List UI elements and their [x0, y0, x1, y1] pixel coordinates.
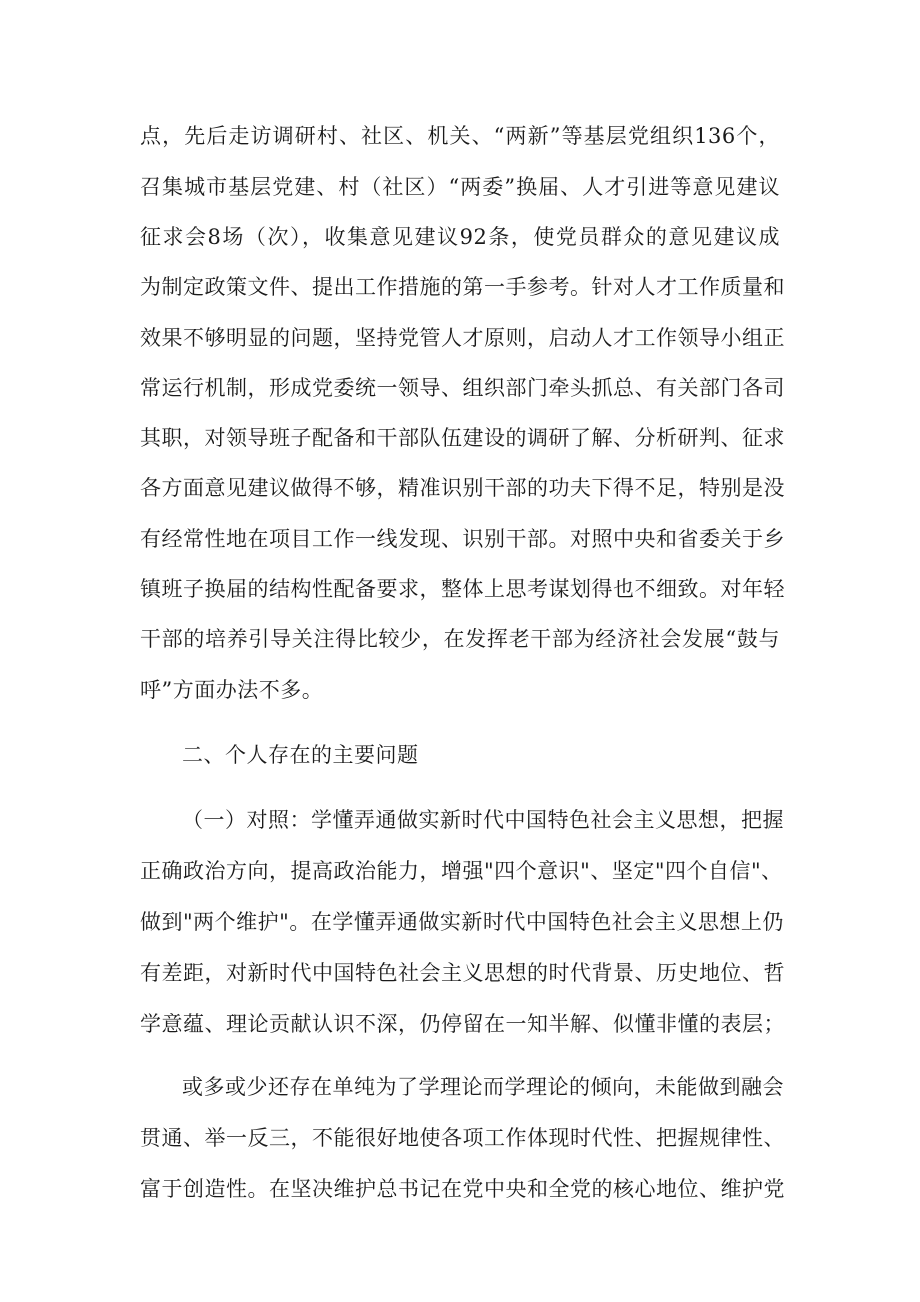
paragraph-line: 征求会8场（次），收集意见建议92条，使党员群众的意见建议成	[140, 225, 780, 249]
paragraph-line: 贯通、举一反三，不能很好地使各项工作体现时代性、把握规律性、	[140, 1126, 785, 1150]
section-heading: 二、个人存在的主要问题	[182, 743, 419, 767]
paragraph-line: 做到"两个维护"。在学懂弄通做实新时代中国特色社会主义思想上仍	[140, 910, 784, 934]
paragraph-line: 常运行机制，形成党委统一领导、组织部门牵头抓总、有关部门各司	[140, 376, 785, 400]
paragraph-line: 召集城市基层党建、村（社区）“两委”换届、人才引进等意见建议	[140, 175, 780, 199]
paragraph-line: 正确政治方向，提高政治能力，增强"四个意识"、坚定"四个自信"、	[140, 859, 783, 883]
paragraph-line: 或多或少还存在单纯为了学理论而学理论的倾向，未能做到融会	[182, 1075, 784, 1099]
paragraph-line: 富于创造性。在坚决维护总书记在党中央和全党的核心地位、维护党	[140, 1177, 785, 1201]
paragraph-line: （一）对照：学懂弄通做实新时代中国特色社会主义思想，把握	[182, 808, 784, 832]
paragraph-line: 点，先后走访调研村、社区、机关、“两新”等基层党组织136个，	[140, 124, 780, 148]
paragraph-line: 有经常性地在项目工作一线发现、识别干部。对照中央和省委关于乡	[140, 527, 785, 551]
paragraph-line: 其职，对领导班子配备和干部队伍建设的调研了解、分析研判、征求	[140, 426, 785, 450]
paragraph-line: 学意蕴、理论贡献认识不深，仍停留在一知半解、似懂非懂的表层；	[140, 1012, 785, 1036]
paragraph-line: 有差距，对新时代中国特色社会主义思想的时代背景、历史地位、哲	[140, 961, 785, 985]
paragraph-line: 干部的培养引导关注得比较少，在发挥老干部为经济社会发展“鼓与	[140, 627, 780, 651]
paragraph-line: 镇班子换届的结构性配备要求，整体上思考谋划得也不细致。对年轻	[140, 577, 785, 601]
paragraph-line: 各方面意见建议做得不够，精准识别干部的功夫下得不足，特别是没	[140, 476, 785, 500]
paragraph-line: 效果不够明显的问题，坚持党管人才原则，启动人才工作领导小组正	[140, 326, 785, 350]
paragraph-line: 呼”方面办法不多。	[140, 678, 324, 702]
paragraph-line: 为制定政策文件、提出工作措施的第一手参考。针对人才工作质量和	[140, 275, 785, 299]
